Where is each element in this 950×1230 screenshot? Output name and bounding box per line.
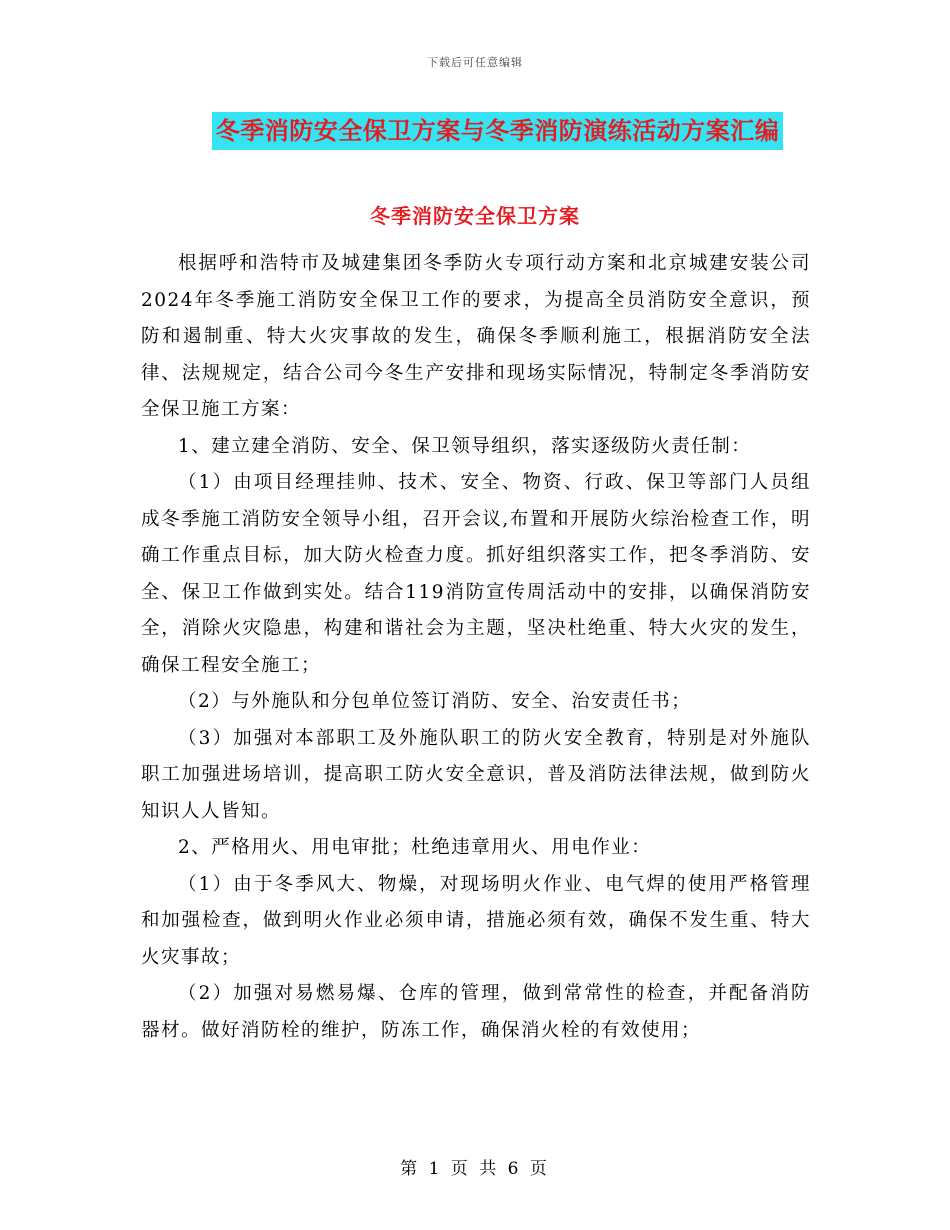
paragraph-item-2-1: （1）由于冬季风大、物燥，对现场明火作业、电气焊的使用严格管理和加强检查，做到明火作业必须申请，措施必须有效，确保不发生重、特大火灾事故；: [141, 873, 811, 968]
document-title: 冬季消防安全保卫方案与冬季消防演练活动方案汇编: [212, 112, 784, 150]
paragraph-item-2-2: （2）加强对易燃易爆、仓库的管理，做到常常性的检查，并配备消防器材。做好消防栓的维护，防冻工作，确保消火栓的有效使用；: [141, 983, 811, 1041]
paragraph-intro: 根据呼和浩特市及城建集团冬季防火专项行动方案和北京城建安装公司2024年冬季施工消防安全保卫工作的要求，为提高全员消防安全意识，预防和遏制重、特大火灾事故的发生，确保冬季顺利施工，根据消防安全法律、法规规定，结合公司今冬生产安排和现场实际情况，特制定冬季消防安全保卫施工方案：: [141, 253, 811, 420]
paragraph-item-1-2: （2）与外施队和分包单位签订消防、安全、治安责任书；: [178, 691, 692, 712]
page-header-note: 下载后可任意编辑: [427, 56, 523, 69]
document-body: [141, 246, 811, 1049]
section-title: 冬季消防安全保卫方案: [370, 204, 580, 228]
paragraph-item-2: 2、严格用火、用电审批；杜绝违章用火、用电作业：: [178, 837, 652, 858]
paragraph-item-1-1: （1）由项目经理挂帅、技术、安全、物资、行政、保卫等部门人员组成冬季施工消防安全领导小组，召开会议,布置和开展防火综治检查工作，明确工作重点目标，加大防火检查力度。抓好组织落实工作，把冬季消防、安全、保卫工作做到实处。结合119消防宣传周活动中的安排，以确保消防安全，消除火灾隐患，构建和谐社会为主题，坚决杜绝重、特大火灾的发生，确保工程安全施工；: [141, 472, 811, 676]
paragraph-item-1: 1、建立建全消防、安全、保卫领导组织，落实逐级防火责任制：: [178, 435, 752, 457]
page-number-footer: 第 1 页 共 6 页: [400, 1159, 550, 1179]
paragraph-item-1-3: （3）加强对本部职工及外施队职工的防火安全教育，特别是对外施队职工加强进场培训，提高职工防火安全意识，普及消防法律法规，做到防火知识人人皆知。: [141, 727, 811, 822]
document-title-container: [0, 112, 950, 150]
